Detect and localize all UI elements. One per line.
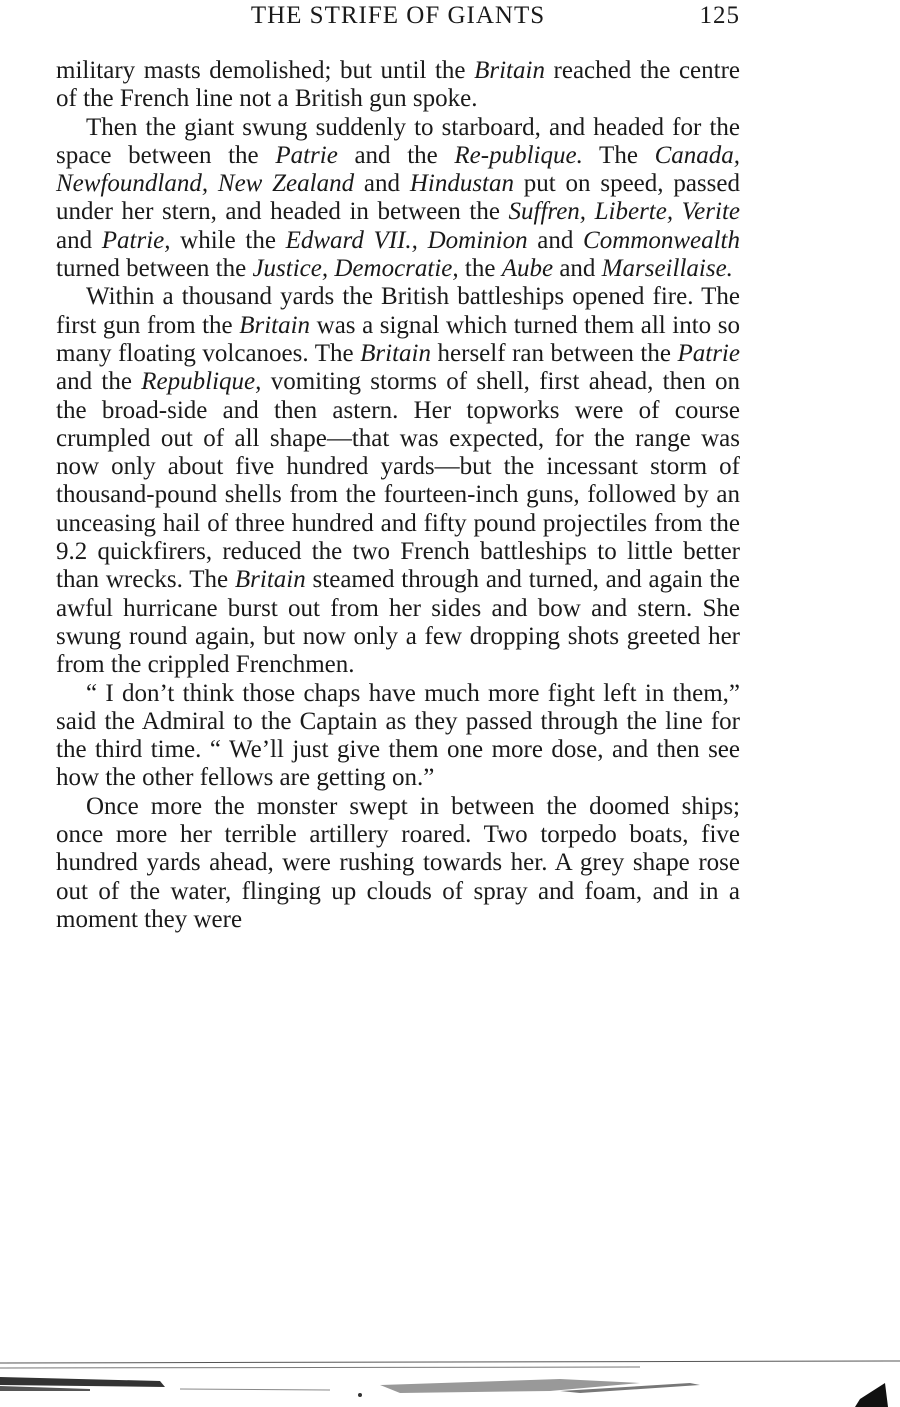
text-run: The [582,141,655,169]
text-run: Within a thousand yards the British battleships opened fire. The first gun from the [56,283,740,339]
italic-run: Canada, Newfoundland, New Zealand [56,141,740,198]
italic-run: Patrie, [101,226,171,254]
text-run: and the [337,141,455,169]
text-run: vomiting storms of shell, first ahead, then on the broad-side and then astern. Her topworks were of course crumpled out of all shape—that was expected, for the range was now only about five hundred yards—but the incessant storm of thousand-pound shells from the fourteen-inch guns, followed by an unceasing hail of three hundred and fifty pound projectiles from the 9.2 quickfirers, reduced the two French battleships to little better than wrecks. The [56,368,741,594]
text-run: was a signal which turned them all into so many floating volcanoes. The [56,311,740,367]
running-title: THE STRIFE OF GIANTS [250,2,546,29]
italic-run: Britain [474,57,545,84]
italic-run: Hindustan [409,170,514,198]
text-run: Once more the monster swept in between the doomed ships; once more her terrible artillery roared. Two torpedo boats, five hundred yards ahead, were rushing towards her. A grey shape rose out of the water, flinging up clouds of spray and foam, and in a moment they were [56,792,740,933]
text-run: military masts demolished; but until the [56,57,475,84]
text-run: while the [170,226,286,254]
body-text [56,57,740,934]
text-run: and the [56,368,142,396]
italic-run: Aube [501,255,554,283]
italic-run: Commonwealth [583,226,740,254]
text-run [418,227,428,254]
text-run: reached the centre of the French line not a British gun spoke. [56,57,740,113]
text-run: the [458,255,502,283]
italic-run: Dominion [427,226,528,254]
italic-run: Suffren, Liberte, Verite [508,198,740,226]
italic-run: Britain [360,339,431,367]
text-run: “ I don’t think those chaps have much more fight left in them,” said the Admiral to the Captain as they passed through the line for the third time. “ We’ll just give them one more dose, and then see how the other fellows are getting on.” [56,679,740,792]
italic-run: Re-publique. [454,141,583,169]
paragraph-1 [56,57,740,114]
italic-run: Britain [239,311,311,339]
text-run: herself ran between the [430,339,678,367]
text-run: and [56,226,102,254]
italic-run: Justice, Democratie, [252,255,459,283]
page-header [56,2,740,36]
italic-run: Republique, [141,368,262,396]
text-run: and [527,226,584,254]
text-run: steamed through and turned, and again the awful hurricane burst out from her sides and bow and stern. She swung round again, but now only a few dropping shots greeted her from the crippled Frenchmen. [56,566,740,679]
paragraph-3 [56,283,740,679]
text-run: and [354,170,410,198]
italic-run: Patrie [677,339,740,367]
italic-run: Marseillaise. [601,255,733,283]
paragraph-4 [56,680,740,793]
page-number: 125 [699,2,740,29]
italic-run: Edward VII., [285,226,418,254]
italic-run: Britain [234,566,306,594]
text-run: Then the giant swung suddenly to starboard, and headed for the space between the [56,113,740,169]
text-run: turned between the [56,255,253,283]
paragraph-2 [56,114,740,284]
text-run: and [553,255,602,283]
paragraph-5 [56,793,740,934]
italic-run: Patrie [275,141,338,169]
scan-bottom-edge [0,1355,900,1407]
text-run: put on speed, passed under her stern, and headed in between the [56,170,740,226]
